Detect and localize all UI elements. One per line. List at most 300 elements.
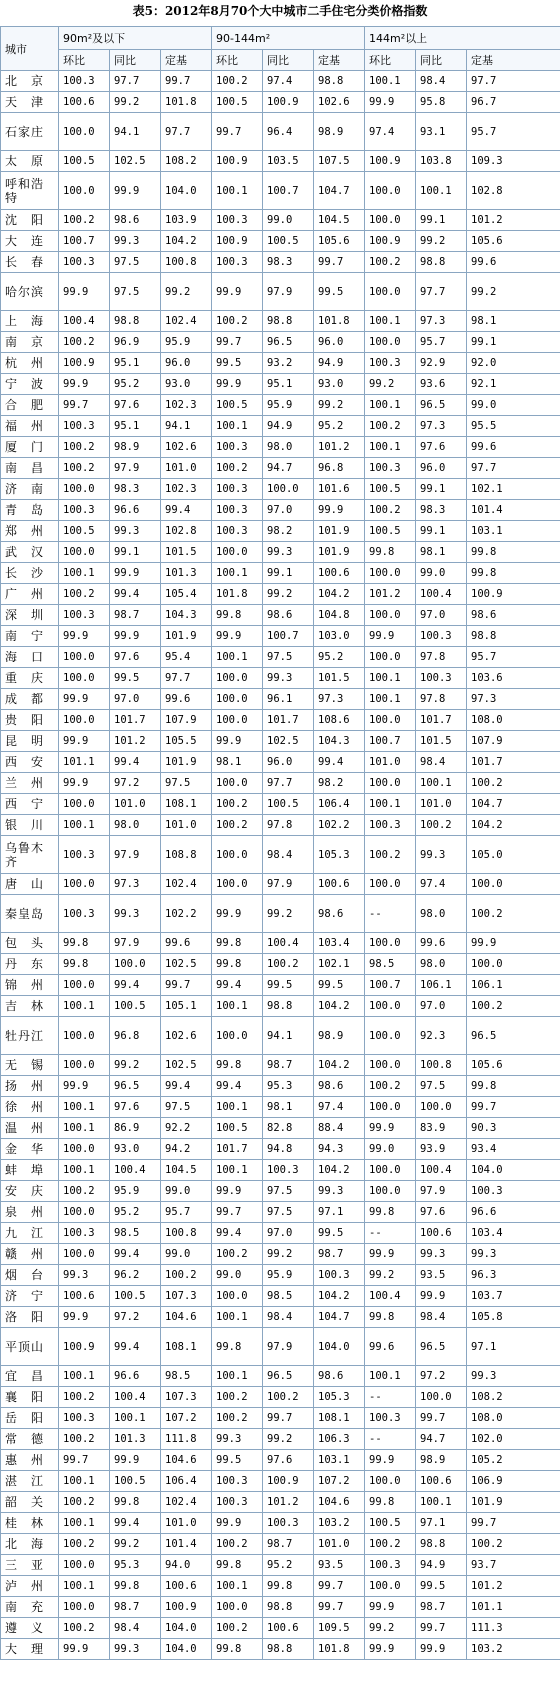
value-cell: 101.1 xyxy=(59,752,110,773)
value-cell: 103.2 xyxy=(467,1639,560,1660)
value-cell: 100.9 xyxy=(365,231,416,252)
value-cell: 93.9 xyxy=(416,1139,467,1160)
value-cell: 99.7 xyxy=(416,1408,467,1429)
value-cell: 99.1 xyxy=(263,563,314,584)
value-cell: 100.2 xyxy=(365,416,416,437)
value-cell: 100.2 xyxy=(467,773,560,794)
value-cell: 97.6 xyxy=(110,1097,161,1118)
value-cell: 101.8 xyxy=(314,311,365,332)
value-cell: 99.9 xyxy=(59,1076,110,1097)
value-cell: 99.9 xyxy=(110,626,161,647)
value-cell: 93.5 xyxy=(314,1555,365,1576)
value-cell: 96.0 xyxy=(263,752,314,773)
value-cell: 98.7 xyxy=(314,1244,365,1265)
table-row xyxy=(1,1160,560,1181)
value-cell: 101.6 xyxy=(314,479,365,500)
value-cell: 101.7 xyxy=(467,752,560,773)
table-row xyxy=(1,353,560,374)
value-cell: 106.9 xyxy=(467,1471,560,1492)
value-cell: 83.9 xyxy=(416,1118,467,1139)
value-cell: 98.0 xyxy=(110,815,161,836)
value-cell: 92.1 xyxy=(467,374,560,395)
value-cell: 100.7 xyxy=(263,172,314,210)
value-cell: 97.1 xyxy=(416,1513,467,1534)
value-cell: 100.2 xyxy=(212,1534,263,1555)
value-cell: 100.3 xyxy=(212,500,263,521)
value-cell: 108.6 xyxy=(314,710,365,731)
value-cell: 100.7 xyxy=(365,975,416,996)
value-cell: 100.1 xyxy=(212,416,263,437)
value-cell: 108.1 xyxy=(161,1328,212,1366)
value-cell: 97.5 xyxy=(161,1097,212,1118)
value-cell: 99.7 xyxy=(314,252,365,273)
table-row xyxy=(1,500,560,521)
value-cell: 100.1 xyxy=(212,1160,263,1181)
value-cell: 100.4 xyxy=(365,1286,416,1307)
value-cell: 98.6 xyxy=(314,1366,365,1387)
value-cell: 97.2 xyxy=(416,1366,467,1387)
value-cell: 99.9 xyxy=(59,689,110,710)
value-cell: 101.3 xyxy=(161,563,212,584)
value-cell: 100.1 xyxy=(59,1366,110,1387)
value-cell: 100.0 xyxy=(212,1597,263,1618)
value-cell: 102.3 xyxy=(161,395,212,416)
value-cell: 104.2 xyxy=(314,1286,365,1307)
value-cell: 100.2 xyxy=(59,1618,110,1639)
value-cell: 100.1 xyxy=(110,1408,161,1429)
value-cell: 99.4 xyxy=(212,975,263,996)
value-cell: 99.2 xyxy=(365,1618,416,1639)
value-cell: 100.1 xyxy=(212,563,263,584)
sub-header-mom: 环比 xyxy=(365,50,416,71)
value-cell: 98.9 xyxy=(314,1017,365,1055)
value-cell: 100.2 xyxy=(467,996,560,1017)
value-cell: 104.6 xyxy=(161,1450,212,1471)
value-cell: 90.3 xyxy=(467,1118,560,1139)
value-cell: 100.1 xyxy=(212,996,263,1017)
table-row xyxy=(1,1139,560,1160)
value-cell: 100.0 xyxy=(365,210,416,231)
value-cell: 106.1 xyxy=(416,975,467,996)
value-cell: 93.6 xyxy=(416,374,467,395)
value-cell: 99.2 xyxy=(263,584,314,605)
value-cell: 97.6 xyxy=(416,1202,467,1223)
table-row xyxy=(1,1265,560,1286)
value-cell: 99.8 xyxy=(467,563,560,584)
value-cell: 98.8 xyxy=(263,311,314,332)
value-cell: 100.4 xyxy=(416,1160,467,1181)
value-cell: 100.9 xyxy=(365,151,416,172)
value-cell: 101.0 xyxy=(416,794,467,815)
value-cell: 104.0 xyxy=(161,1639,212,1660)
city-cell: 烟 台 xyxy=(1,1265,59,1286)
value-cell: 99.3 xyxy=(59,1265,110,1286)
table-row xyxy=(1,605,560,626)
city-cell: 九 江 xyxy=(1,1223,59,1244)
value-cell: 96.6 xyxy=(110,1366,161,1387)
value-cell: 100.2 xyxy=(59,1387,110,1408)
value-cell: 96.5 xyxy=(263,332,314,353)
value-cell: 95.2 xyxy=(314,416,365,437)
value-cell: 101.5 xyxy=(314,668,365,689)
value-cell: 98.3 xyxy=(416,500,467,521)
table-row xyxy=(1,1639,560,1660)
table-row xyxy=(1,874,560,895)
table-row xyxy=(1,752,560,773)
value-cell: 95.4 xyxy=(161,647,212,668)
table-row xyxy=(1,1513,560,1534)
value-cell: 103.4 xyxy=(467,1223,560,1244)
value-cell: 101.7 xyxy=(212,1139,263,1160)
value-cell: 100.2 xyxy=(212,1387,263,1408)
value-cell: 107.3 xyxy=(161,1387,212,1408)
table-title: 表5：2012年8月70个大中城市二手住宅分类价格指数 xyxy=(132,4,428,18)
value-cell: 101.3 xyxy=(110,1429,161,1450)
value-cell: 102.2 xyxy=(314,815,365,836)
value-cell: 95.7 xyxy=(416,332,467,353)
value-cell: 95.1 xyxy=(110,416,161,437)
value-cell: 98.8 xyxy=(467,626,560,647)
value-cell: 99.6 xyxy=(467,252,560,273)
value-cell: 100.3 xyxy=(59,895,110,933)
value-cell: 102.5 xyxy=(263,731,314,752)
value-cell: 98.8 xyxy=(416,1534,467,1555)
value-cell: 97.5 xyxy=(416,1076,467,1097)
value-cell: 100.3 xyxy=(59,1223,110,1244)
value-cell: 99.9 xyxy=(212,1513,263,1534)
value-cell: 99.9 xyxy=(365,1118,416,1139)
value-cell: 100.8 xyxy=(161,252,212,273)
value-cell: 99.5 xyxy=(314,273,365,311)
table-row xyxy=(1,252,560,273)
value-cell: 100.3 xyxy=(59,1408,110,1429)
value-cell: 94.8 xyxy=(263,1139,314,1160)
value-cell: 100.3 xyxy=(365,1555,416,1576)
group-header-small: 90m²及以下 xyxy=(59,27,212,50)
value-cell: 97.1 xyxy=(314,1202,365,1223)
value-cell: 97.7 xyxy=(467,71,560,92)
city-cell: 扬 州 xyxy=(1,1076,59,1097)
value-cell: 98.1 xyxy=(416,542,467,563)
value-cell: 94.2 xyxy=(161,1139,212,1160)
value-cell: -- xyxy=(365,1429,416,1450)
value-cell: 105.1 xyxy=(161,996,212,1017)
value-cell: 100.0 xyxy=(212,1017,263,1055)
table-row xyxy=(1,71,560,92)
table-row xyxy=(1,1223,560,1244)
value-cell: 100.3 xyxy=(212,1471,263,1492)
value-cell: 100.0 xyxy=(59,1244,110,1265)
value-cell: 100.3 xyxy=(59,500,110,521)
value-cell: 96.5 xyxy=(416,1328,467,1366)
table-row xyxy=(1,1118,560,1139)
value-cell: 96.6 xyxy=(467,1202,560,1223)
value-cell: 101.2 xyxy=(110,731,161,752)
city-cell: 厦 门 xyxy=(1,437,59,458)
city-cell: 安 庆 xyxy=(1,1181,59,1202)
value-cell: 100.0 xyxy=(59,542,110,563)
value-cell: 97.5 xyxy=(110,273,161,311)
value-cell: 103.9 xyxy=(161,210,212,231)
value-cell: 104.7 xyxy=(314,172,365,210)
value-cell: 100.3 xyxy=(314,1265,365,1286)
value-cell: 98.1 xyxy=(212,752,263,773)
city-cell: 泉 州 xyxy=(1,1202,59,1223)
city-cell: 哈尔滨 xyxy=(1,273,59,311)
value-cell: 100.1 xyxy=(59,1513,110,1534)
value-cell: 99.2 xyxy=(365,1265,416,1286)
value-cell: 100.2 xyxy=(59,1181,110,1202)
table-row xyxy=(1,1076,560,1097)
value-cell: 99.2 xyxy=(416,231,467,252)
value-cell: 99.8 xyxy=(365,542,416,563)
value-cell: 98.3 xyxy=(263,252,314,273)
value-cell: 100.1 xyxy=(365,668,416,689)
value-cell: 99.9 xyxy=(59,731,110,752)
value-cell: 100.2 xyxy=(212,1244,263,1265)
value-cell: 109.5 xyxy=(314,1618,365,1639)
value-cell: 100.3 xyxy=(416,668,467,689)
table-row xyxy=(1,1244,560,1265)
value-cell: 98.7 xyxy=(416,1597,467,1618)
value-cell: 100.2 xyxy=(467,895,560,933)
value-cell: 99.3 xyxy=(110,231,161,252)
value-cell: 96.8 xyxy=(314,458,365,479)
value-cell: 99.9 xyxy=(212,273,263,311)
value-cell: 97.0 xyxy=(263,500,314,521)
table-row xyxy=(1,542,560,563)
city-cell: 青 岛 xyxy=(1,500,59,521)
value-cell: 98.6 xyxy=(314,895,365,933)
value-cell: 99.5 xyxy=(110,668,161,689)
value-cell: 100.0 xyxy=(365,773,416,794)
value-cell: 101.9 xyxy=(314,542,365,563)
value-cell: 94.1 xyxy=(161,416,212,437)
city-cell: 长 春 xyxy=(1,252,59,273)
city-cell: 唐 山 xyxy=(1,874,59,895)
value-cell: 99.8 xyxy=(59,933,110,954)
value-cell: 96.9 xyxy=(110,332,161,353)
value-cell: 98.7 xyxy=(263,1534,314,1555)
table-row xyxy=(1,773,560,794)
value-cell: 93.2 xyxy=(263,353,314,374)
value-cell: 108.0 xyxy=(467,710,560,731)
value-cell: 102.4 xyxy=(161,311,212,332)
value-cell: 99.1 xyxy=(416,479,467,500)
value-cell: 98.5 xyxy=(263,1286,314,1307)
value-cell: 100.2 xyxy=(365,500,416,521)
value-cell: 99.1 xyxy=(467,332,560,353)
value-cell: 99.9 xyxy=(110,172,161,210)
value-cell: 98.4 xyxy=(416,752,467,773)
value-cell: 99.8 xyxy=(212,1055,263,1076)
value-cell: 100.1 xyxy=(59,563,110,584)
value-cell: 95.1 xyxy=(263,374,314,395)
value-cell: 101.2 xyxy=(314,437,365,458)
value-cell: 104.0 xyxy=(314,1328,365,1366)
value-cell: 111.3 xyxy=(467,1618,560,1639)
value-cell: 100.3 xyxy=(59,836,110,874)
table-row xyxy=(1,933,560,954)
value-cell: 99.9 xyxy=(212,626,263,647)
value-cell: 97.0 xyxy=(110,689,161,710)
value-cell: 100.5 xyxy=(110,1286,161,1307)
value-cell: 99.9 xyxy=(365,626,416,647)
table-row xyxy=(1,1097,560,1118)
table-row xyxy=(1,584,560,605)
value-cell: 99.7 xyxy=(416,1618,467,1639)
value-cell: 103.8 xyxy=(416,151,467,172)
value-cell: 99.9 xyxy=(212,374,263,395)
value-cell: 98.4 xyxy=(416,1307,467,1328)
value-cell: 104.3 xyxy=(161,605,212,626)
sub-header-mom: 环比 xyxy=(212,50,263,71)
value-cell: 100.3 xyxy=(365,1408,416,1429)
table-row xyxy=(1,731,560,752)
table-row xyxy=(1,1181,560,1202)
value-cell: 100.5 xyxy=(263,794,314,815)
value-cell: 99.8 xyxy=(212,933,263,954)
value-cell: 97.0 xyxy=(416,996,467,1017)
value-cell: 100.0 xyxy=(263,479,314,500)
value-cell: 100.0 xyxy=(212,689,263,710)
table-row xyxy=(1,1471,560,1492)
value-cell: 100.1 xyxy=(365,1366,416,1387)
value-cell: 100.3 xyxy=(59,71,110,92)
city-cell: 赣 州 xyxy=(1,1244,59,1265)
value-cell: 102.1 xyxy=(467,479,560,500)
value-cell: 99.8 xyxy=(212,1555,263,1576)
value-cell: 95.7 xyxy=(467,113,560,151)
value-cell: 99.8 xyxy=(263,1576,314,1597)
value-cell: 99.4 xyxy=(110,1244,161,1265)
value-cell: 95.9 xyxy=(110,1181,161,1202)
value-cell: 95.1 xyxy=(110,353,161,374)
value-cell: 99.2 xyxy=(110,1055,161,1076)
value-cell: 106.4 xyxy=(161,1471,212,1492)
value-cell: 100.0 xyxy=(59,479,110,500)
value-cell: 88.4 xyxy=(314,1118,365,1139)
table-row xyxy=(1,151,560,172)
value-cell: 100.1 xyxy=(59,1118,110,1139)
value-cell: 99.7 xyxy=(212,332,263,353)
value-cell: 100.0 xyxy=(59,1202,110,1223)
table-row xyxy=(1,1017,560,1055)
value-cell: 100.0 xyxy=(365,172,416,210)
value-cell: 99.0 xyxy=(263,210,314,231)
value-cell: 97.1 xyxy=(467,1328,560,1366)
table-row xyxy=(1,1055,560,1076)
table-row xyxy=(1,1429,560,1450)
value-cell: 99.8 xyxy=(110,1576,161,1597)
value-cell: 105.3 xyxy=(314,836,365,874)
value-cell: 100.1 xyxy=(416,172,467,210)
value-cell: 97.8 xyxy=(416,689,467,710)
value-cell: 100.1 xyxy=(212,1576,263,1597)
value-cell: 105.8 xyxy=(467,1307,560,1328)
value-cell: 99.9 xyxy=(365,1639,416,1660)
city-cell: 牡丹江 xyxy=(1,1017,59,1055)
value-cell: 104.7 xyxy=(314,1307,365,1328)
value-cell: 93.7 xyxy=(467,1555,560,1576)
value-cell: 97.8 xyxy=(416,647,467,668)
value-cell: 93.0 xyxy=(314,374,365,395)
value-cell: 102.5 xyxy=(161,1055,212,1076)
table-row xyxy=(1,1555,560,1576)
value-cell: 108.1 xyxy=(314,1408,365,1429)
value-cell: 97.6 xyxy=(263,1450,314,1471)
value-cell: 104.2 xyxy=(467,815,560,836)
value-cell: 100.6 xyxy=(161,1576,212,1597)
value-cell: 101.2 xyxy=(467,1576,560,1597)
value-cell: 100.3 xyxy=(59,416,110,437)
value-cell: 100.0 xyxy=(365,1576,416,1597)
value-cell: 104.0 xyxy=(467,1160,560,1181)
city-cell: 郑 州 xyxy=(1,521,59,542)
value-cell: 100.0 xyxy=(59,794,110,815)
value-cell: 100.1 xyxy=(365,395,416,416)
value-cell: 100.1 xyxy=(416,1492,467,1513)
value-cell: 97.9 xyxy=(263,1328,314,1366)
value-cell: 98.0 xyxy=(263,437,314,458)
value-cell: 99.9 xyxy=(59,374,110,395)
value-cell: 92.9 xyxy=(416,353,467,374)
value-cell: 100.3 xyxy=(365,458,416,479)
value-cell: 103.6 xyxy=(467,668,560,689)
value-cell: 99.2 xyxy=(263,895,314,933)
value-cell: 82.8 xyxy=(263,1118,314,1139)
value-cell: 100.5 xyxy=(263,231,314,252)
value-cell: 100.5 xyxy=(59,521,110,542)
table-row xyxy=(1,437,560,458)
table-row xyxy=(1,395,560,416)
value-cell: 100.7 xyxy=(59,231,110,252)
table-row xyxy=(1,1286,560,1307)
value-cell: 96.8 xyxy=(110,1017,161,1055)
value-cell: 100.2 xyxy=(59,1534,110,1555)
value-cell: 107.2 xyxy=(314,1471,365,1492)
value-cell: 100.3 xyxy=(212,252,263,273)
value-cell: 97.4 xyxy=(416,874,467,895)
value-cell: 101.2 xyxy=(263,1492,314,1513)
value-cell: 99.0 xyxy=(161,1181,212,1202)
value-cell: 99.7 xyxy=(467,1513,560,1534)
value-cell: 107.3 xyxy=(161,1286,212,1307)
value-cell: 96.5 xyxy=(263,1366,314,1387)
value-cell: 103.4 xyxy=(314,933,365,954)
table-row xyxy=(1,954,560,975)
value-cell: 100.5 xyxy=(59,151,110,172)
value-cell: 103.0 xyxy=(314,626,365,647)
sub-header-fixed: 定基 xyxy=(467,50,560,71)
value-cell: 102.8 xyxy=(161,521,212,542)
value-cell: 94.0 xyxy=(161,1555,212,1576)
city-cell: 呼和浩特 xyxy=(1,172,59,210)
value-cell: 104.5 xyxy=(161,1160,212,1181)
city-cell: 平顶山 xyxy=(1,1328,59,1366)
value-cell: 97.9 xyxy=(110,933,161,954)
value-cell: 101.0 xyxy=(110,794,161,815)
value-cell: 97.3 xyxy=(110,874,161,895)
value-cell: 99.5 xyxy=(263,975,314,996)
value-cell: 94.9 xyxy=(416,1555,467,1576)
city-cell: 太 原 xyxy=(1,151,59,172)
value-cell: 100.0 xyxy=(59,1055,110,1076)
table-row xyxy=(1,332,560,353)
value-cell: 103.2 xyxy=(314,1513,365,1534)
value-cell: 96.2 xyxy=(110,1265,161,1286)
value-cell: 100.0 xyxy=(212,874,263,895)
